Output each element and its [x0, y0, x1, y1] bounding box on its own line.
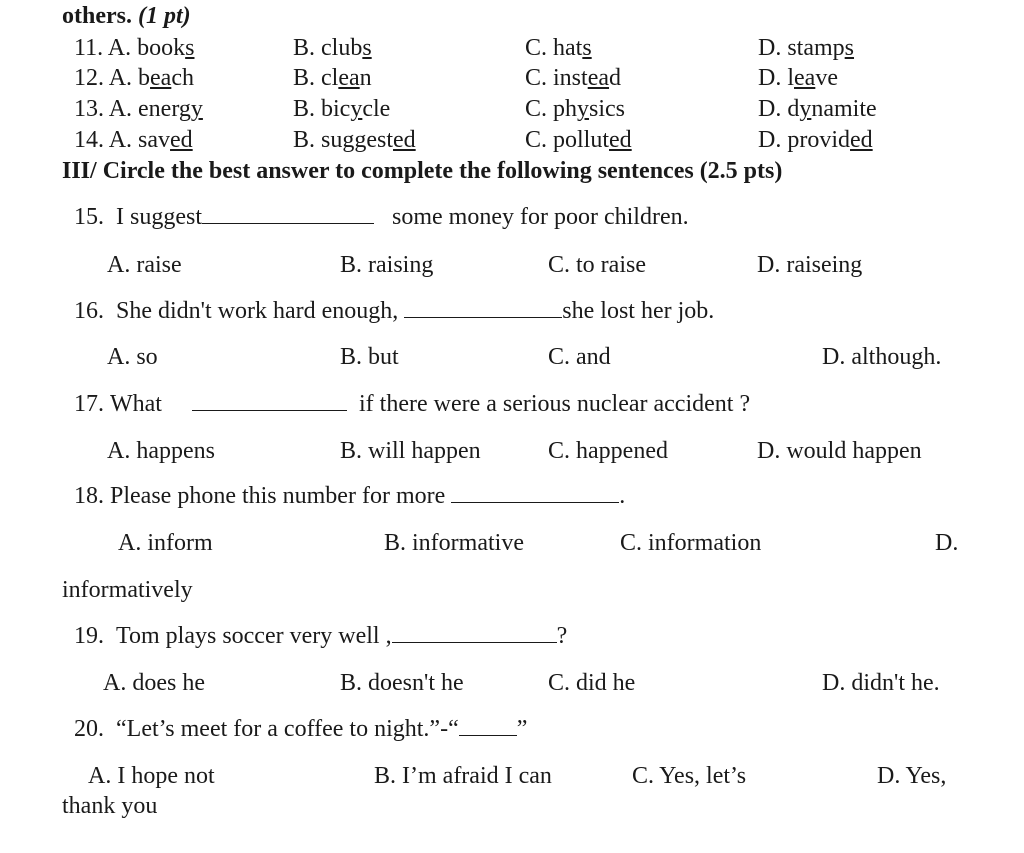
option-d-wrap[interactable]: thank you — [62, 793, 158, 819]
question-14 — [74, 126, 193, 154]
option-a[interactable]: A. inform — [118, 530, 213, 556]
answer-blank[interactable] — [451, 482, 619, 503]
option-c[interactable]: C. Yes, let’s — [632, 763, 747, 789]
answer-blank[interactable] — [404, 297, 562, 318]
question-12 — [74, 64, 194, 92]
option-a[interactable]: A. books — [107, 35, 195, 61]
option-a[interactable]: A. beach — [108, 65, 194, 91]
option-b[interactable]: B. will happen — [340, 438, 481, 464]
option-c[interactable]: C. hats — [525, 35, 592, 61]
section2-points: (1 pt) — [137, 3, 191, 29]
option-d[interactable]: D. raiseing — [757, 252, 863, 278]
option-b[interactable]: B. doesn't he — [340, 670, 464, 696]
question-number: 11. — [74, 35, 104, 61]
option-b[interactable]: B. suggested — [293, 127, 416, 153]
option-d[interactable]: D. didn't he. — [822, 670, 940, 696]
answer-blank[interactable] — [192, 390, 347, 411]
option-b[interactable]: B. clubs — [293, 35, 372, 61]
question-13 — [74, 95, 203, 123]
option-c[interactable]: C. information — [620, 530, 762, 556]
option-d[interactable]: D. provided — [758, 127, 873, 153]
question-number: 13. — [74, 96, 104, 122]
answer-blank[interactable] — [392, 622, 557, 643]
option-b[interactable]: B. bicycle — [293, 96, 391, 122]
question-number: 12. — [74, 65, 104, 91]
option-d[interactable]: D. leave — [758, 65, 838, 91]
question-20: 20. “Let’s meet for a coffee to night.”-“ ” — [74, 716, 528, 742]
section2-heading-line — [62, 2, 191, 30]
answer-blank[interactable] — [459, 715, 517, 736]
question-16: 16. She didn't work hard enough, she lost her job. — [74, 298, 715, 324]
option-c[interactable]: C. instead — [525, 65, 622, 91]
option-d[interactable]: D. would happen — [757, 438, 922, 464]
option-d[interactable]: D. although. — [822, 344, 942, 370]
question-17: 17. What if there were a serious nuclear accident ? — [74, 391, 751, 417]
question-number: 14. — [74, 127, 104, 153]
option-c[interactable]: C. to raise — [548, 252, 646, 278]
option-a[interactable]: A. raise — [107, 252, 182, 278]
option-b[interactable]: B. informative — [384, 530, 524, 556]
option-d[interactable]: D. — [935, 530, 959, 556]
section3-heading: III/ Circle the best answer to complete the following sentences (2.5 pts) — [62, 158, 783, 184]
option-a[interactable]: A. saved — [108, 127, 193, 153]
option-d-wrap[interactable]: informatively — [62, 577, 193, 603]
section2-heading: others. — [62, 3, 132, 29]
option-a[interactable]: A. I hope not — [88, 763, 215, 789]
question-15: 15. I suggest some money for poor children. — [74, 204, 689, 230]
option-b[interactable]: B. I’m afraid I can — [374, 763, 552, 789]
question-11 — [74, 34, 194, 62]
option-b[interactable]: B. clean — [293, 65, 372, 91]
option-b[interactable]: B. but — [340, 344, 399, 370]
answer-blank[interactable] — [202, 203, 374, 224]
option-c[interactable]: C. polluted — [525, 127, 632, 153]
option-c[interactable]: C. and — [548, 344, 611, 370]
option-d[interactable]: D. Yes, — [877, 763, 947, 789]
question-18: 18. Please phone this number for more . — [74, 483, 626, 509]
option-d[interactable]: D. dynamite — [758, 96, 877, 122]
option-c[interactable]: C. happened — [548, 438, 668, 464]
question-19: 19. Tom plays soccer very well , ? — [74, 623, 568, 649]
option-a[interactable]: A. so — [107, 344, 158, 370]
option-a[interactable]: A. happens — [107, 438, 215, 464]
option-a[interactable]: A. does he — [103, 670, 205, 696]
option-c[interactable]: C. did he — [548, 670, 636, 696]
option-b[interactable]: B. raising — [340, 252, 434, 278]
option-a[interactable]: A. energy — [108, 96, 203, 122]
option-d[interactable]: D. stamps — [758, 35, 855, 61]
option-c[interactable]: C. physics — [525, 96, 626, 122]
